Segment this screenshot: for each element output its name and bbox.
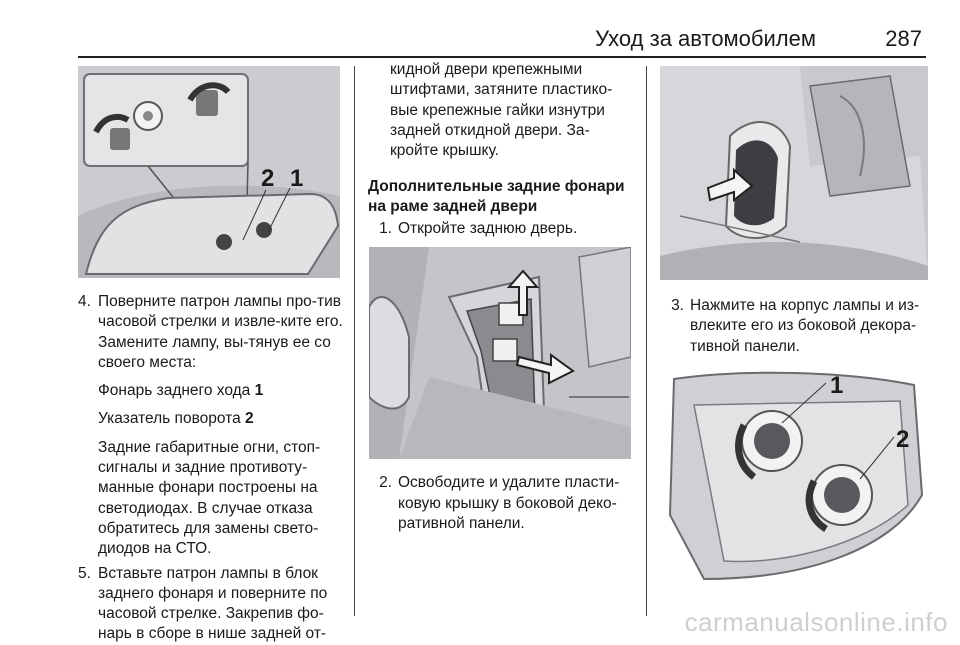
lamp-housing-illustration [664, 365, 926, 583]
step-number: 4. [78, 293, 91, 310]
continued-text: кидной двери крепежными штифтами, затяните пластико-вые крепежные гайки изнутри задней откидной двери. За-кройте крышку. [390, 61, 613, 160]
step-text: Вставьте патрон лампы в блок заднего фонаря и поверните по часовой стрелке. Закрепив фо-нарь в сборе в нише задней от- [98, 564, 328, 643]
column-1 [78, 66, 344, 645]
lamp-housing-figure [664, 365, 926, 583]
step-text: Откройте заднюю дверь. [398, 219, 578, 237]
rear-door-figure [369, 247, 631, 459]
column-divider [646, 66, 647, 616]
callout-label-1: 1 [290, 165, 304, 192]
tail-lamp-figure [78, 66, 340, 278]
step-5 [78, 564, 344, 645]
side-panel-illustration [660, 66, 928, 280]
column-divider [354, 66, 355, 616]
step-number: 5. [78, 564, 91, 582]
step-1 [368, 219, 632, 239]
callout-label-2: 2 [896, 425, 910, 453]
step-text: Нажмите на корпус лампы и из-влеките его из боковой декора-тивной панели. [690, 297, 920, 355]
section-heading: Дополнительные задние фонари на раме задней двери [368, 177, 625, 215]
section-title: Уход за автомобилем [595, 26, 816, 51]
step-number: 2. [379, 474, 392, 492]
step-4 [78, 292, 344, 560]
lamp-item: Указатель поворота 2 [98, 410, 254, 428]
column-3 [660, 66, 928, 583]
page-header [78, 16, 926, 58]
tail-lamp-illustration [78, 66, 340, 278]
lamp-item: Фонарь заднего хода 1 [98, 382, 264, 400]
step-text: Поверните патрон лампы про-тив часовой стрелки и извле-ките его. Замените лампу, вы-тянув ее со своего места: [98, 293, 343, 371]
column-2 [368, 61, 632, 542]
led-note: Задние габаритные огни, стоп-сигналы и задние противоту-манные фонари построены на светодиодах. В случае отказа обратитесь для замены свето-диодов на СТО. [98, 438, 321, 558]
step-3 [660, 296, 928, 357]
callout-label-2: 2 [261, 165, 275, 192]
watermark: carmanualsonline.info [684, 607, 948, 637]
callout-label-1: 1 [830, 371, 844, 399]
page-number: 287 [885, 26, 922, 51]
step-number: 1. [379, 219, 392, 237]
step-2 [368, 473, 632, 534]
side-panel-figure [660, 66, 928, 280]
step-text: Освободите и удалите пласти-ковую крышку в боковой деко-ративной панели. [398, 474, 620, 532]
rear-door-illustration [369, 247, 631, 459]
step-number: 3. [671, 297, 684, 314]
